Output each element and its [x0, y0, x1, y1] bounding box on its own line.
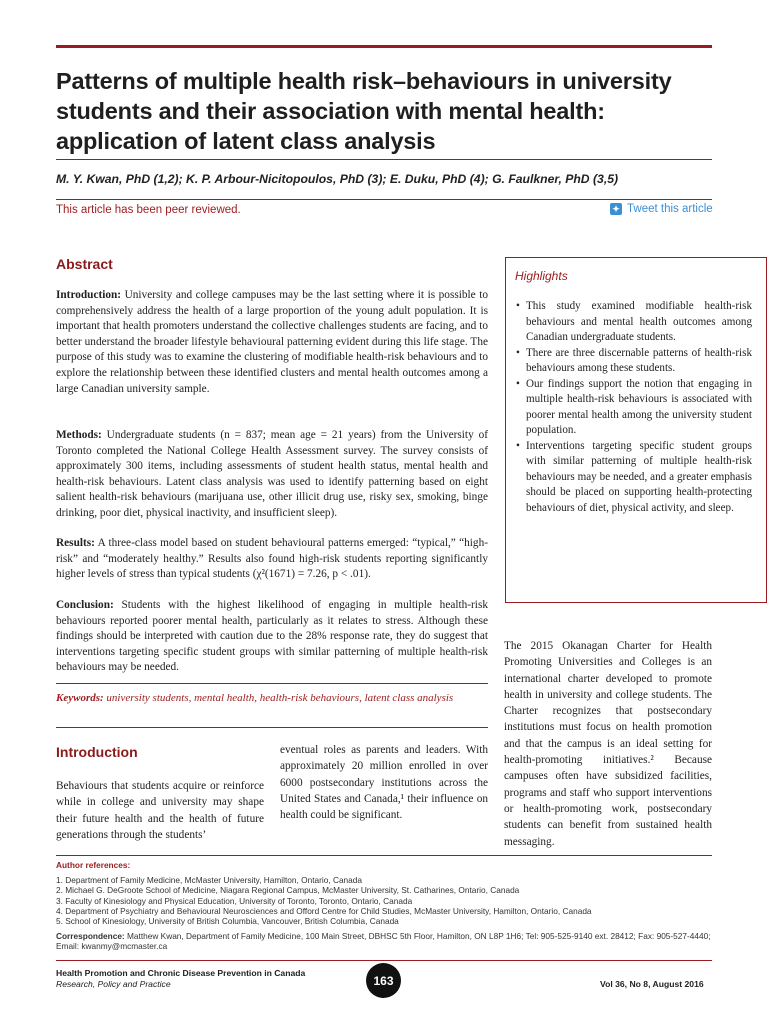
article-title	[56, 66, 716, 156]
author-list: M. Y. Kwan, PhD (1,2); K. P. Arbour-Nicitopoulos, PhD (3); E. Duku, PhD (4); G. Faulkner, PhD (3,5)	[56, 172, 619, 186]
methods-text: Undergraduate students (n = 837; mean age = 21 years) from the University of Toronto completed the National College Health Assessment survey. The survey consists of approximately 300 items, including assessments of student health status, mental health and health-risk behaviours. Latent class analysis was used to identify patterning based on eight salient health-risk behaviours (marijuana use, other illicit drug use, risky sex, smoking, binge drinking, poor diet, physical inactivity, and insufficient sleep).	[56, 429, 488, 519]
ref-item: 3. Faculty of Kinesiology and Physical Education, University of Toronto, Toronto, Ontario, Canada	[56, 895, 413, 906]
abstract-conclusion	[56, 598, 488, 676]
title-rule	[56, 159, 712, 160]
results-label: Results:	[56, 537, 95, 549]
intro-column-3: The 2015 Okanagan Charter for Health Promoting Universities and Colleges is an international charter developed to promote health in university and college students. The Charter recognizes that postsecondary institutions must focus on health promotion and that the campus is an ideal setting for health-promoting initiatives.² Because campuses often have subsidized facilities, programs and staff who support interventions or health-promoting work, postsecondary students can benefit from sustained health messaging.	[504, 640, 712, 848]
highlights-box	[505, 257, 767, 603]
journal-subtitle: Research, Policy and Practice	[56, 979, 171, 989]
keywords-rule-bottom	[56, 727, 488, 728]
abstract-results	[56, 536, 488, 583]
results-text: A three-class model based on student behavioural patterns emerged: “typical,” “high-risk” and “moderately healthy.” Results also found high-risk students reporting significantly higher levels of stress than typical students (χ²(1671) = 7.26, p < .01).	[56, 537, 488, 581]
highlights-title: Highlights	[515, 269, 568, 283]
intro-text: University and college campuses may be the last setting where it is possible to comprehensively address the health of a large proportion of the young adult population. It is important that health promoters understand the collective challenges students are facing, and to better understand the broader lifestyle behavioural patterning evident during this life stage. The purpose of this study was to examine the clustering of modifiable health-risk behaviours and to explore the relationship between these identified clusters and mental health outcomes among a large Canadian university sample.	[56, 289, 488, 395]
volume-info: Vol 36, No 8, August 2016	[600, 979, 704, 989]
title-line-3: application of latent class analysis	[56, 128, 436, 154]
keywords-rule-top	[56, 683, 488, 684]
conclusion-label: Conclusion:	[56, 599, 114, 611]
peer-review-note: This article has been peer reviewed.	[56, 204, 241, 216]
journal-name: Health Promotion and Chronic Disease Prevention in Canada	[56, 968, 306, 978]
footer-rule	[56, 960, 712, 961]
refs-rule	[56, 855, 712, 856]
abstract-introduction	[56, 288, 488, 397]
top-rule	[56, 45, 712, 48]
intro-label: Introduction:	[56, 289, 122, 301]
tweet-link[interactable]	[610, 203, 713, 215]
ref-item: 1. Department of Family Medicine, McMaster University, Hamilton, Ontario, Canada	[56, 875, 363, 886]
conclusion-text: Students with the highest likelihood of engaging in multiple health-risk behaviours reported poorer mental health, particularly as it relates to stress. Although these findings should be interpreted with caution due to the 28% response rate, they do suggest that interventions targeting specific student groups with similar patterning of multiple health-risk behaviours may be needed.	[56, 599, 488, 674]
tweet-label: Tweet this article	[627, 203, 713, 215]
ref-item: 2. Michael G. DeGroote School of Medicine, Niagara Regional Campus, McMaster University, St. Catharines, Ontario, Canada	[56, 885, 520, 896]
correspondence-text: Matthew Kwan, Department of Family Medicine, 100 Main Street, DBHSC 5th Floor, Hamilton, ON L8P 1H6; Tel: 905-525-9140 ext. 28412; Fax: 905-527-4440; Email: kwanmy@mcmaster.ca	[56, 931, 711, 952]
footer-journal	[56, 968, 305, 990]
author-references	[56, 860, 716, 952]
correspondence	[56, 931, 716, 951]
introduction-heading: Introduction	[56, 744, 138, 760]
highlight-item: • There are three discernable patterns of health-risk behaviours among these students.	[516, 346, 752, 377]
keywords-label: Keywords:	[56, 692, 104, 704]
title-line-1: Patterns of multiple health risk–behaviours in university	[56, 68, 672, 94]
intro-column-2: eventual roles as parents and leaders. With approximately 20 million enrolled in over 6000 postsecondary institutions across the United States and Canada,¹ their influence on health could be significant.	[280, 744, 488, 822]
correspondence-label: Correspondence:	[56, 931, 125, 942]
keywords-text: university students, mental health, health-risk behaviours, latent class analysis	[103, 692, 454, 704]
abstract-heading: Abstract	[56, 256, 113, 272]
ref-item: 5. School of Kinesiology, University of British Columbia, Vancouver, British Columbia, Canada	[56, 916, 399, 927]
keywords	[56, 690, 488, 706]
highlight-item: • Our findings support the notion that engaging in multiple health-risk behaviours is associated with poorer mental health among the university student population.	[516, 377, 752, 439]
twitter-bird-icon: ✦	[610, 203, 622, 215]
highlights-list	[516, 299, 752, 516]
highlight-item: • This study examined modifiable health-risk behaviours and mental health outcomes among Canadian undergraduate students.	[516, 299, 752, 346]
methods-label: Methods:	[56, 429, 102, 441]
abstract-methods	[56, 428, 488, 522]
highlight-item: • Interventions targeting specific student groups with similar patterning of multiple health-risk behaviours may be needed, and a greater emphasis should be placed on supporting health-protecting behaviours of diet, physical activity, and sleep.	[516, 439, 752, 517]
authors-rule	[56, 199, 712, 200]
refs-heading: Author references:	[56, 860, 131, 870]
page-number: 163	[366, 963, 401, 998]
ref-item: 4. Department of Psychiatry and Behavioural Neurosciences and Offord Centre for Child Studies, McMaster University, Hamilton, Ontario, Canada	[56, 905, 592, 916]
intro-column-1: Behaviours that students acquire or reinforce while in college and university may shape their future health and the health of future generations through the students’	[56, 780, 264, 841]
title-line-2: students and their association with mental health:	[56, 98, 605, 124]
